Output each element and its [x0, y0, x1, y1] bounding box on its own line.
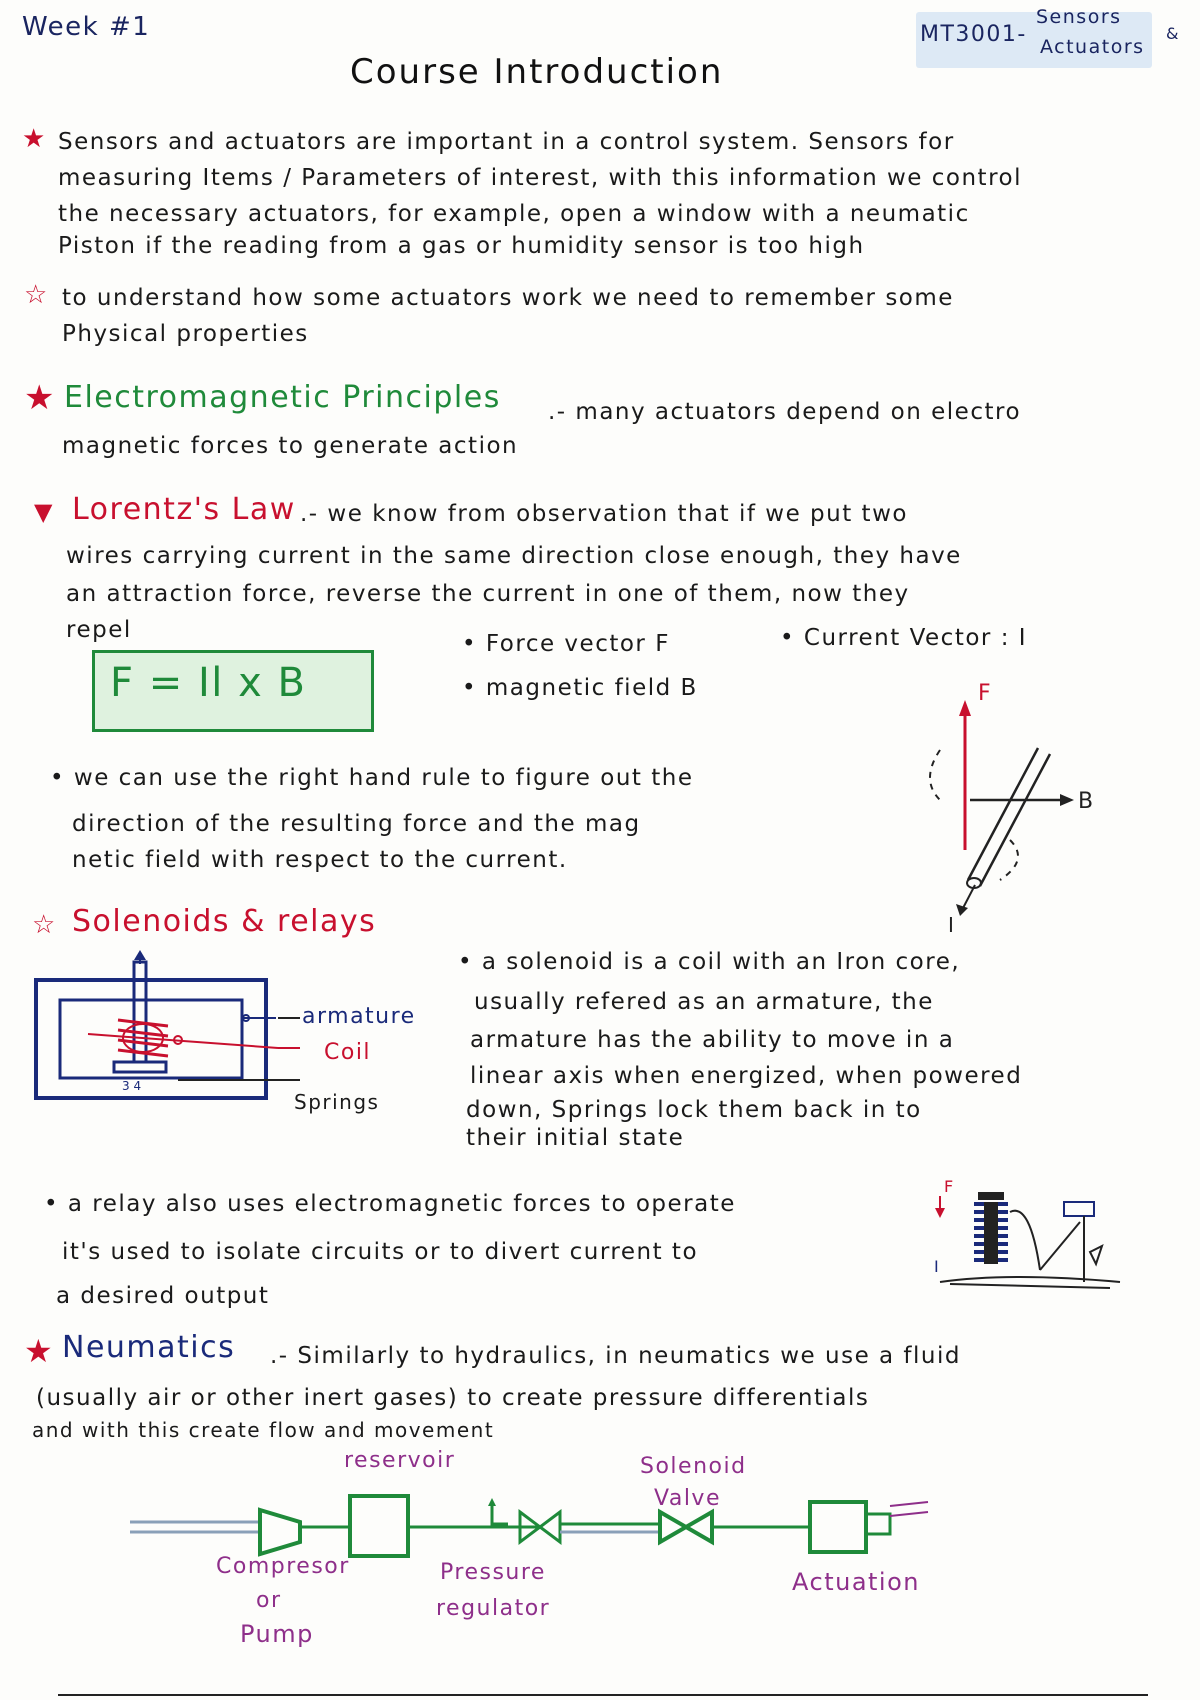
solenoid-line-1: • a solenoid is a coil with an Iron core,	[458, 949, 961, 975]
intro-line-3: the necessary actuators, for example, open a window with a neumatic	[58, 201, 970, 227]
neumatics-line-3: and with this create flow and movement	[32, 1418, 495, 1442]
section-heading-electromagnetic: Electromagnetic Principles	[64, 380, 501, 415]
svg-text:3 4: 3 4	[122, 1079, 142, 1093]
bullet-magnetic-field: • magnetic field B	[462, 675, 698, 701]
relay-line-1: • a relay also uses electromagnetic forces to operate	[44, 1191, 736, 1217]
course-name-line1: Sensors	[1036, 6, 1122, 28]
field-label: B	[1078, 789, 1094, 814]
label-actuation: Actuation	[792, 1568, 920, 1596]
understand-line-2: Physical properties	[62, 321, 309, 347]
force-label: F	[978, 681, 991, 706]
star-icon: ★	[22, 124, 46, 154]
star-icon: ★	[24, 1332, 53, 1370]
lorentz-line-2: wires carrying current in the same direction close enough, they have	[66, 543, 962, 569]
rule-line-2: direction of the resulting force and the mag	[72, 811, 641, 837]
intro-line-4: Piston if the reading from a gas or humidity sensor is too high	[58, 233, 865, 259]
solenoid-line-3: armature has the ability to move in a	[470, 1027, 955, 1053]
relay-force-label: F	[944, 1177, 954, 1196]
understand-line-1: to understand how some actuators work we need to remember some	[62, 285, 954, 311]
label-armature: armature	[302, 1004, 416, 1029]
electromagnetic-line-1: .- many actuators depend on electro	[548, 399, 1022, 425]
triangle-bullet-icon: ▼	[34, 498, 53, 526]
lorentz-line-3: an attraction force, reverse the current in one of them, now they	[66, 581, 910, 607]
star-icon: ★	[24, 378, 55, 418]
label-compressor-1: Compresor	[216, 1554, 350, 1579]
label-compressor-2: or	[256, 1588, 282, 1613]
bullet-force-vector: • Force vector F	[462, 631, 670, 657]
solenoid-line-4: linear axis when energized, when powered	[470, 1063, 1023, 1089]
current-label: I	[948, 913, 954, 937]
lorentz-line-1: .- we know from observation that if we put two	[300, 501, 908, 527]
electromagnetic-line-2: magnetic forces to generate action	[62, 433, 519, 459]
section-heading-lorentz: Lorentz's Law	[72, 492, 296, 527]
page-title: Course Introduction	[350, 52, 724, 92]
label-solenoid-valve-2: Valve	[654, 1486, 721, 1511]
course-name-line2: Actuators	[1040, 36, 1145, 58]
intro-line-2: measuring Items / Parameters of interest, with this information we control	[58, 165, 1022, 191]
section-heading-neumatics: Neumatics	[62, 1330, 236, 1365]
week-label: Week #1	[22, 12, 151, 42]
course-ampersand: &	[1166, 24, 1180, 43]
rule-line-3: netic field with respect to the current.	[72, 847, 568, 873]
relay-diagram	[930, 1172, 1130, 1302]
course-code: MT3001-	[920, 22, 1027, 47]
solenoid-line-5: down, Springs lock them back in to	[466, 1097, 922, 1123]
label-pressure-2: regulator	[436, 1596, 551, 1621]
relay-line-2: it's used to isolate circuits or to divert current to	[62, 1239, 699, 1265]
intro-line-1: Sensors and actuators are important in a control system. Sensors for	[58, 129, 955, 155]
label-springs: Springs	[294, 1090, 380, 1114]
label-compressor-3: Pump	[240, 1620, 314, 1648]
relay-line-3: a desired output	[56, 1283, 270, 1309]
bottom-divider	[58, 1694, 1148, 1696]
label-reservoir: reservoir	[344, 1448, 456, 1473]
label-coil: Coil	[324, 1040, 372, 1065]
star-icon: ☆	[32, 910, 56, 940]
relay-current-label: I	[934, 1257, 939, 1276]
section-heading-solenoids: Solenoids & relays	[72, 904, 377, 939]
neumatics-line-2: (usually air or other inert gases) to create pressure differentials	[36, 1385, 870, 1411]
solenoid-line-2: usually refered as an armature, the	[474, 989, 934, 1015]
solenoid-line-6: their initial state	[466, 1125, 685, 1151]
lorentz-line-4: repel	[66, 617, 132, 643]
right-hand-rule-diagram	[880, 670, 1120, 940]
label-pressure-1: Pressure	[440, 1560, 546, 1585]
bullet-current-vector: • Current Vector : I	[780, 625, 1028, 651]
rule-line-1: • we can use the right hand rule to figure out the	[50, 765, 694, 791]
neumatics-line-1: .- Similarly to hydraulics, in neumatics we use a fluid	[270, 1343, 961, 1369]
lorentz-formula: F = Il x B	[110, 660, 307, 706]
label-solenoid-valve-1: Solenoid	[640, 1454, 747, 1479]
star-icon: ☆	[24, 280, 48, 310]
